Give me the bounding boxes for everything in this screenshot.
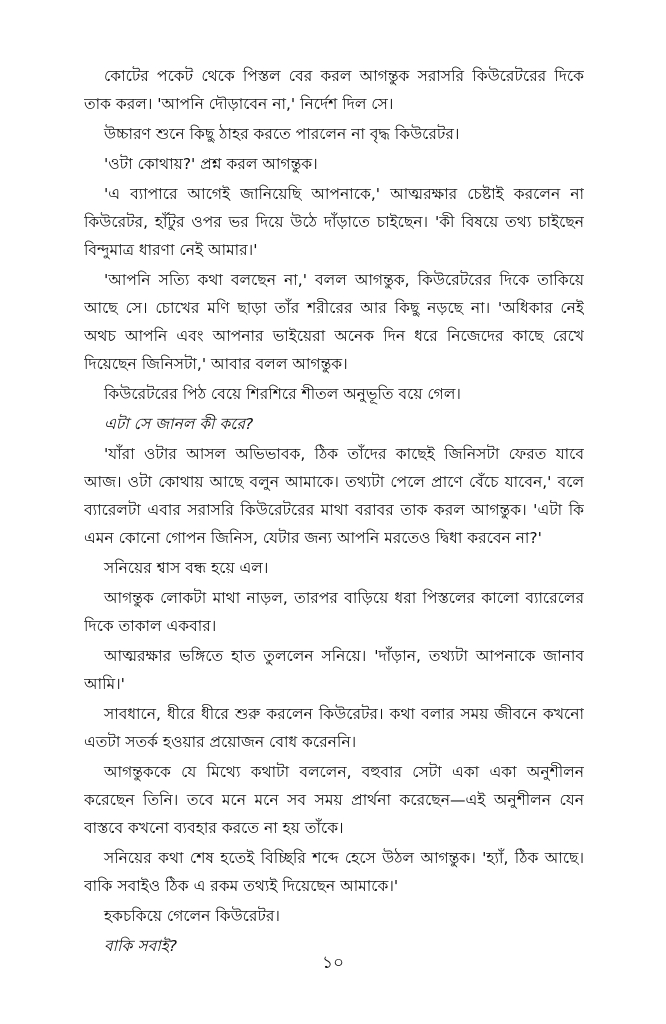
paragraph: কোটের পকেট থেকে পিস্তল বের করল আগন্তুক সরাসরি কিউরেটরের দিকে তাক করল। 'আপনি দৌড়াবেন না,' নির্দেশ দিল সে।	[84, 67, 584, 113]
paragraph: আগন্তুক লোকটা মাথা নাড়ল, তারপর বাড়িয়ে ধরা পিস্তলের কালো ব্যারেলের দিকে তাকাল একবার।	[84, 589, 584, 635]
paragraph-italic: এটা সে জানল কী করে?	[104, 415, 254, 433]
paragraph: আগন্তুককে যে মিথ্যে কথাটা বললেন, বহুবার সেটা একা একা অনুশীলন করেছেন তিনি। তবে মনে মনে সব সময় প্রার্থনা করেছেন—এই অনুশীলন যেন বাস্তবে কখনো ব্যবহার করতে না হয় তাঁকে।	[84, 763, 584, 837]
paragraph: 'যাঁরা ওটার আসল অভিভাবক, ঠিক তাঁদের কাছেই জিনিসটা ফেরত যাবে আজ। ওটা কোথায় আছে বলুন আমাকে। তথ্যটা পেলে প্রাণে বেঁচে যাবেন,' বলে ব্যারেলটা এবার সরাসরি কিউরেটরের মাথা বরাবর তাক করল আগন্তুক। 'এটা কি এমন কোনো গোপন জিনিস, যেটার জন্য আপনি মরতেও দ্বিধা করবেন না?'	[84, 445, 584, 547]
paragraph: সনিয়ের কথা শেষ হতেই বিচ্ছিরি শব্দে হেসে উঠল আগন্তুক। 'হ্যাঁ, ঠিক আছে। বাকি সবাইও ঠিক এ রকম তথ্যই দিয়েছেন আমাকে।'	[84, 849, 584, 895]
paragraph: কিউরেটরের পিঠ বেয়ে শিরশিরে শীতল অনুভূতি বয়ে গেল।	[104, 385, 461, 403]
page-body	[84, 62, 584, 962]
paragraph: সাবধানে, ধীরে ধীরে শুরু করলেন কিউরেটর। কথা বলার সময় জীবনে কখনো এতটা সতর্ক হওয়ার প্রয়োজন বোধ করেননি।	[84, 705, 584, 751]
paragraph: উচ্চারণ শুনে কিছু ঠাহর করতে পারলেন না বৃদ্ধ কিউরেটর।	[104, 125, 460, 143]
paragraph: সনিয়ের শ্বাস বন্ধ হয়ে এল।	[104, 559, 269, 577]
paragraph: 'ওটা কোথায়?' প্রশ্ন করল আগন্তুক।	[104, 155, 318, 173]
page-number: ১০	[321, 953, 345, 973]
paragraph: হকচকিয়ে গেলেন কিউরেটর।	[104, 907, 280, 925]
paragraph-italic: বাকি সবাই?	[104, 937, 177, 955]
paragraph: 'আপনি সত্যি কথা বলছেন না,' বলল আগন্তুক, কিউরেটরের দিকে তাকিয়ে আছে সে। চোখের মণি ছাড়া তাঁর শরীরের আর কিছু নড়ছে না। 'অধিকার নেই অথচ আপনি এবং আপনার ভাইয়েরা অনেক দিন ধরে নিজেদের কাছে রেখে দিয়েছেন জিনিসটা,' আবার বলল আগন্তুক।	[84, 271, 584, 373]
paragraph: আত্মরক্ষার ভঙ্গিতে হাত তুললেন সনিয়ে। 'দাঁড়ান, তথ্যটা আপনাকে জানাব আমি।'	[84, 647, 584, 693]
paragraph: 'এ ব্যাপারে আগেই জানিয়েছি আপনাকে,' আত্মরক্ষার চেষ্টাই করলেন না কিউরেটর, হাঁটুর ওপর ভর দিয়ে উঠে দাঁড়াতে চাইছেন। 'কী বিষয়ে তথ্য চাইছেন বিন্দুমাত্র ধারণা নেই আমার।'	[84, 185, 584, 259]
